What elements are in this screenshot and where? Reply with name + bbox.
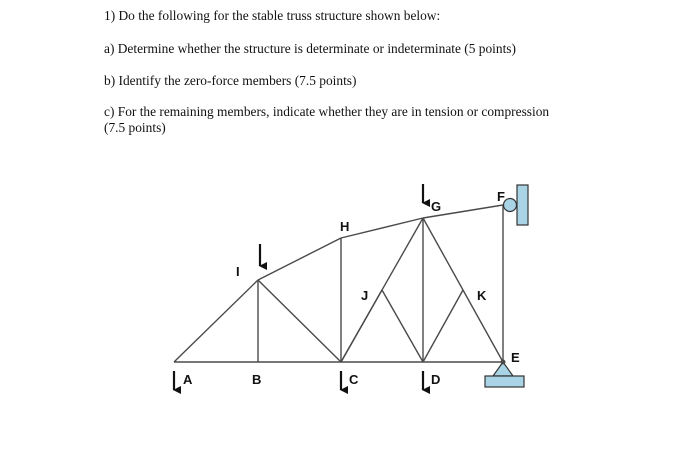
node-label-I: I	[236, 264, 240, 279]
node-label-E: E	[511, 350, 520, 365]
node-label-A: A	[183, 372, 193, 387]
question-part-b: b) Identify the zero-force members (7.5 points)	[104, 73, 357, 88]
node-label-G: G	[431, 199, 442, 214]
node-label-J: J	[361, 288, 369, 303]
member-IH	[258, 238, 341, 280]
truss-members	[174, 205, 503, 362]
node-label-F: F	[497, 189, 505, 204]
node-label-D: D	[431, 372, 441, 387]
node-label-H: H	[340, 219, 350, 234]
member-HG	[341, 218, 423, 238]
node-label-B: B	[252, 372, 262, 387]
member-DK	[423, 290, 463, 362]
member-JD	[382, 290, 423, 362]
question-part-a: a) Determine whether the structure is determinate or indeterminate (5 points)	[104, 41, 516, 56]
support-F-roller	[504, 185, 529, 225]
question-part-c: c) For the remaining members, indicate whether they are in tension or compression	[104, 104, 550, 119]
member-IC	[258, 280, 341, 362]
member-AI	[174, 280, 258, 362]
node-label-K: K	[477, 288, 487, 303]
question-intro: 1) Do the following for the stable truss structure shown below:	[104, 8, 441, 23]
question-part-c-points: (7.5 points)	[104, 120, 166, 135]
loads	[174, 184, 423, 390]
node-label-C: C	[349, 372, 359, 387]
